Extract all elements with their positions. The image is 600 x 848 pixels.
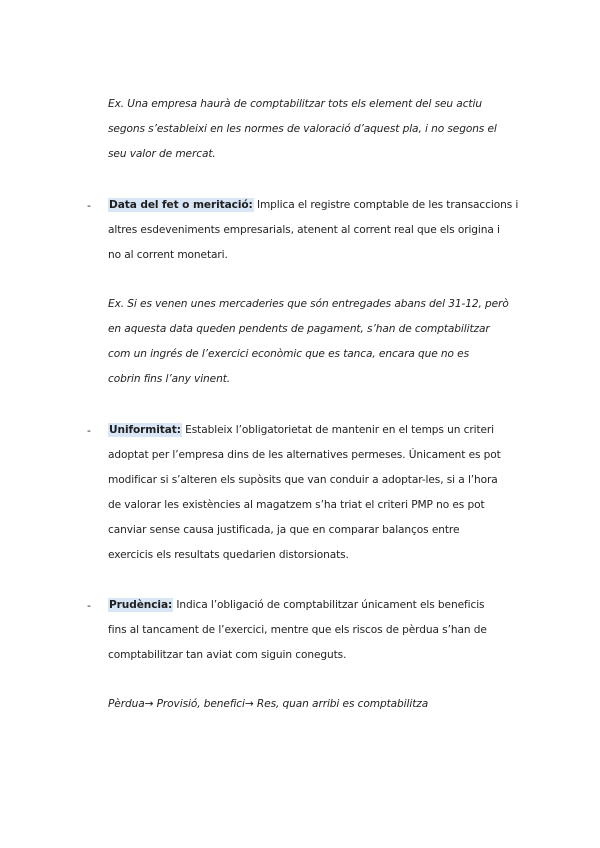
bullet-dash: - <box>87 599 91 612</box>
bullet-dash: - <box>87 199 91 212</box>
text-line: canviar sense causa justificada, ja que en comparar balanços entre <box>108 524 460 536</box>
text-line: altres esdeveniments empresarials, atenent al corrent real que els origina i <box>108 224 500 236</box>
text-line: de valorar les existències al magatzem s’ha triat el criteri PMP no es pot <box>108 499 485 511</box>
bullet-item-prudencia <box>108 593 530 668</box>
text-line <box>108 593 530 618</box>
text-fragment: Indica l’obligació de comptabilitzar únicament els beneficis <box>173 599 485 611</box>
example-paragraph-2 <box>108 292 530 392</box>
text-line: segons s’estableixi en les normes de valoració d’aquest pla, i no segons el <box>108 123 497 135</box>
highlighted-term: Prudència: <box>109 599 173 611</box>
text-line: modificar si s’alteren els supòsits que van conduir a adoptar-les, si a l’hora <box>108 474 498 486</box>
example-paragraph-3 <box>108 692 530 717</box>
text-line: com un ingrés de l’exercici econòmic que es tanca, encara que no es <box>108 348 470 360</box>
example-paragraph-1 <box>108 92 530 167</box>
text-fragment: Estableix l’obligatorietat de mantenir en el temps un criteri <box>181 424 495 436</box>
highlighted-term: Data del fet o meritació: <box>109 199 253 211</box>
bullet-item-uniformitat <box>108 418 530 568</box>
text-line: en aquesta data queden pendents de pagament, s’han de comptabilitzar <box>108 323 490 335</box>
text-line: comptabilitzar tan aviat com siguin coneguts. <box>108 649 347 661</box>
text-line <box>108 418 530 443</box>
highlighted-term: Uniformitat: <box>109 424 181 436</box>
text-line: fins al tancament de l’exercici, mentre que els riscos de pèrdua s’han de <box>108 624 487 636</box>
text-line: seu valor de mercat. <box>108 148 216 160</box>
text-line: no al corrent monetari. <box>108 249 228 261</box>
text-fragment: Implica el registre comptable de les transaccions i <box>253 199 519 211</box>
text-line: Ex. Una empresa haurà de comptabilitzar tots els element del seu actiu <box>108 98 482 110</box>
text-line: exercicis els resultats quedarien distorsionats. <box>108 549 349 561</box>
text-line: Ex. Si es venen unes mercaderies que són entregades abans del 31-12, però <box>108 298 509 310</box>
text-line: adoptat per l’empresa dins de les alternatives permeses. Únicament es pot <box>108 449 501 461</box>
text-line: cobrin fins l’any vinent. <box>108 373 231 385</box>
text-line: Pèrdua→ Provisió, benefici→ Res, quan arribi es comptabilitza <box>108 698 429 710</box>
bullet-item-meritacio <box>108 193 530 268</box>
bullet-dash: - <box>87 424 91 437</box>
text-line <box>108 193 530 218</box>
